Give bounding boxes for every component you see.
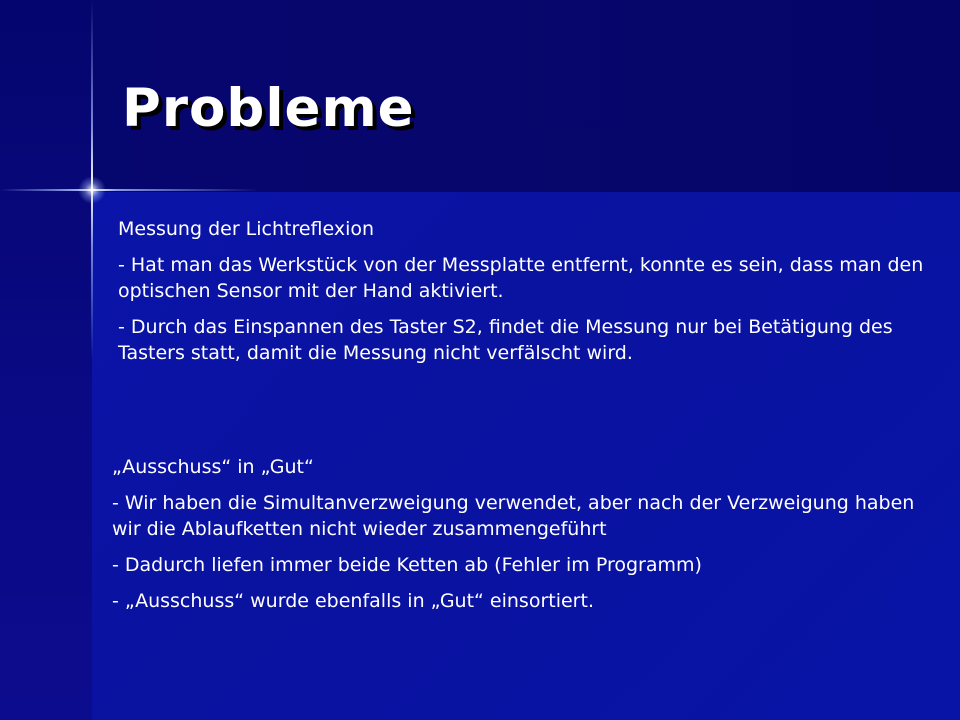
section-heading: „Ausschuss“ in „Gut“ [112, 456, 314, 478]
slide-title: Probleme [122, 78, 415, 139]
bullet-text: - „Ausschuss“ wurde ebenfalls in „Gut“ einsortiert. [112, 590, 594, 612]
section-light-reflection [118, 216, 938, 376]
section-heading: Messung der Lichtreflexion [118, 218, 375, 240]
star-glow-icon [78, 176, 106, 204]
bullet-text: - Dadurch liefen immer beide Ketten ab (Fehler im Programm) [112, 554, 702, 576]
star-flare-horizontal [0, 189, 260, 191]
bullet-text: - Wir haben die Simultanverzweigung verwendet, aber nach der Verzweigung haben wir die Ablaufketten nicht wieder zusammengeführt [112, 492, 915, 540]
section-reject-in-good [112, 454, 942, 624]
bullet-text: - Hat man das Werkstück von der Messplatte entfernt, konnte es sein, dass man den optischen Sensor mit der Hand aktiviert. [118, 254, 924, 302]
background-left-band [0, 0, 92, 720]
bullet-text: - Durch das Einspannen des Taster S2, findet die Messung nur bei Betätigung des Tasters statt, damit die Messung nicht verfälscht wird. [118, 316, 893, 364]
